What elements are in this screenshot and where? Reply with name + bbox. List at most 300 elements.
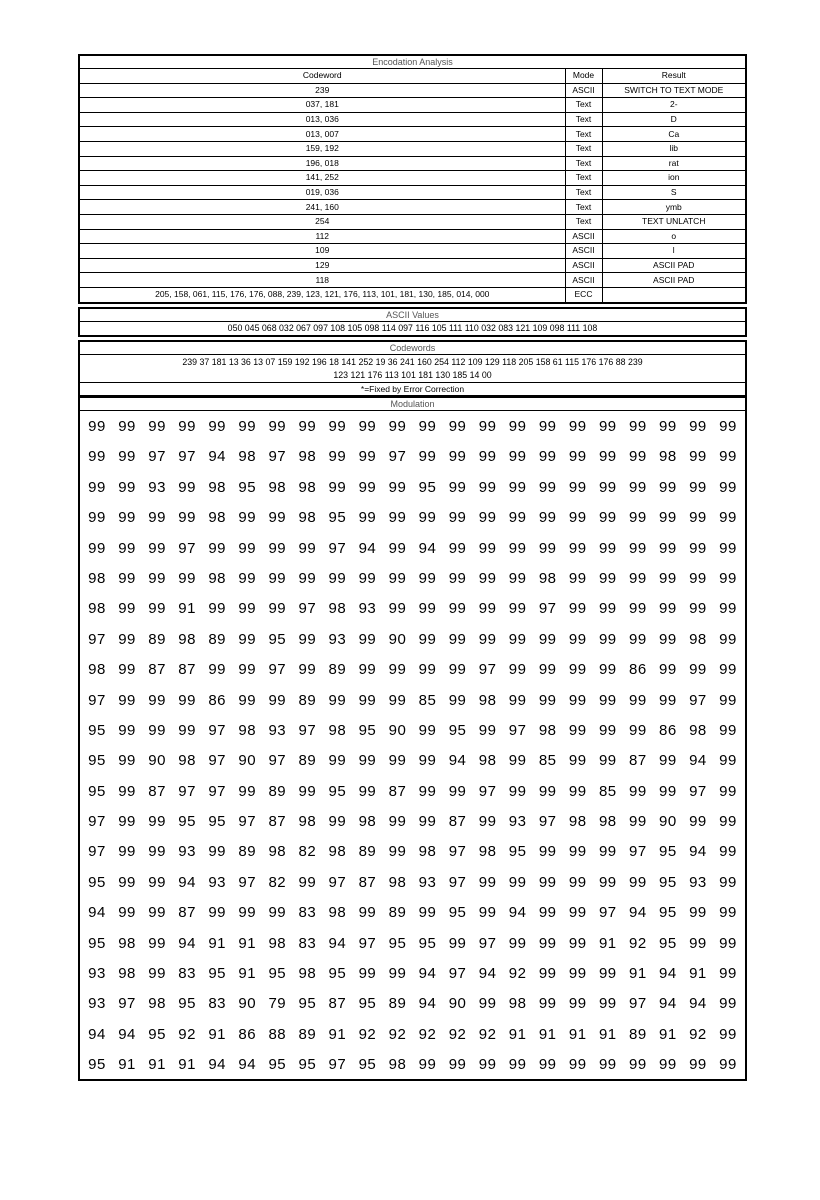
- modulation-cell: 99: [719, 904, 737, 922]
- codeword-cell: 254: [80, 214, 565, 229]
- modulation-cell: 94: [88, 1025, 106, 1043]
- modulation-cell: 91: [628, 965, 647, 983]
- modulation-cell: 83: [178, 965, 196, 983]
- mode-cell: ECC: [565, 287, 602, 301]
- modulation-cell: 99: [238, 782, 257, 800]
- encodation-table-body: [80, 83, 745, 301]
- modulation-cell: 99: [598, 843, 617, 861]
- modulation-cell: 99: [118, 813, 136, 831]
- modulation-cell: 99: [358, 752, 377, 770]
- modulation-cell: 99: [328, 752, 347, 770]
- modulation-cell: 94: [418, 539, 437, 557]
- modulation-cell: 94: [178, 934, 196, 952]
- modulation-cell: 97: [88, 630, 106, 648]
- modulation-cell: 94: [508, 904, 527, 922]
- codeword-cell: 118: [80, 273, 565, 288]
- modulation-cell: 95: [659, 934, 677, 952]
- modulation-cell: 99: [328, 418, 347, 435]
- modulation-cell: 83: [298, 934, 317, 952]
- modulation-cell: 99: [598, 418, 617, 435]
- modulation-cell: 98: [388, 873, 407, 891]
- modulation-cell: 99: [628, 478, 647, 496]
- modulation-cell: 99: [538, 418, 557, 435]
- result-cell: D: [602, 112, 745, 127]
- modulation-cell: 99: [689, 478, 707, 496]
- modulation-cell: 99: [719, 1025, 737, 1043]
- modulation-cell: 89: [388, 995, 407, 1013]
- modulation-cell: 98: [148, 995, 166, 1013]
- codewords-panel: [78, 340, 747, 397]
- modulation-cell: 87: [358, 873, 377, 891]
- modulation-cell: 99: [268, 418, 287, 435]
- encodation-row: [80, 141, 745, 156]
- ascii-values-panel: [78, 307, 747, 337]
- modulation-cell: 99: [719, 721, 737, 739]
- modulation-cell: 91: [238, 934, 257, 952]
- modulation-cell: 99: [418, 782, 437, 800]
- modulation-cell: 97: [448, 965, 467, 983]
- modulation-cell: 97: [178, 448, 196, 466]
- modulation-cell: 98: [298, 448, 317, 466]
- encodation-row: [80, 98, 745, 113]
- modulation-cell: 99: [448, 661, 467, 679]
- encodation-row: [80, 273, 745, 288]
- modulation-cell: 90: [388, 630, 407, 648]
- modulation-cell: 99: [88, 509, 106, 527]
- encodation-title: Encodation Analysis: [80, 56, 745, 69]
- modulation-cell: 99: [598, 569, 617, 587]
- modulation-cell: 98: [208, 478, 227, 496]
- modulation-cell: 98: [118, 965, 136, 983]
- modulation-cell: 99: [689, 904, 707, 922]
- modulation-cell: 99: [659, 418, 677, 435]
- modulation-cell: 95: [268, 1056, 287, 1074]
- modulation-cell: 99: [88, 478, 106, 496]
- modulation-cell: 98: [268, 843, 287, 861]
- encodation-row: [80, 258, 745, 273]
- modulation-cell: 99: [358, 569, 377, 587]
- modulation-cell: 95: [659, 873, 677, 891]
- modulation-cell: 99: [88, 539, 106, 557]
- modulation-cell: 99: [268, 569, 287, 587]
- modulation-cell: 99: [628, 600, 647, 618]
- codewords-line-1: 239 37 181 13 36 13 07 159 192 196 18 141 252 19 36 241 160 254 112 109 129 118 205 158 61 115 176 176 88 239: [182, 357, 643, 367]
- modulation-cell: 99: [328, 813, 347, 831]
- modulation-cell: 97: [478, 934, 497, 952]
- modulation-cell: 97: [358, 934, 377, 952]
- modulation-cell: 95: [88, 1056, 106, 1074]
- modulation-cell: 93: [358, 600, 377, 618]
- modulation-cell: 99: [598, 661, 617, 679]
- modulation-cell: 95: [659, 843, 677, 861]
- modulation-cell: 99: [418, 630, 437, 648]
- modulation-cell: 91: [659, 1025, 677, 1043]
- modulation-cell: 99: [88, 448, 106, 466]
- modulation-cell: 99: [568, 630, 587, 648]
- modulation-cell: 98: [178, 752, 196, 770]
- modulation-cell: 99: [478, 600, 497, 618]
- modulation-cell: 98: [598, 813, 617, 831]
- modulation-cell: 93: [508, 813, 527, 831]
- mode-cell: ASCII: [565, 229, 602, 244]
- result-header: Result: [602, 69, 745, 83]
- modulation-cell: 99: [148, 813, 166, 831]
- modulation-cell: 99: [628, 539, 647, 557]
- modulation-cell: 85: [418, 691, 437, 709]
- modulation-cell: 88: [268, 1025, 287, 1043]
- modulation-cell: 99: [238, 418, 257, 435]
- modulation-cell: 99: [448, 509, 467, 527]
- modulation-cell: 99: [298, 661, 317, 679]
- modulation-cell: 99: [659, 478, 677, 496]
- modulation-cell: 98: [538, 721, 557, 739]
- modulation-cell: 87: [388, 782, 407, 800]
- modulation-cell: 99: [448, 782, 467, 800]
- modulation-cell: 99: [689, 813, 707, 831]
- modulation-cell: 94: [88, 904, 106, 922]
- modulation-cell: 97: [118, 995, 136, 1013]
- modulation-cell: 99: [178, 691, 196, 709]
- modulation-cell: 99: [538, 843, 557, 861]
- modulation-cell: 94: [628, 904, 647, 922]
- modulation-cell: 99: [719, 418, 737, 435]
- codeword-cell: 205, 158, 061, 115, 176, 176, 088, 239, 123, 121, 176, 113, 101, 181, 130, 185, 014, 000: [80, 287, 565, 301]
- modulation-cell: 95: [268, 630, 287, 648]
- modulation-cell: 99: [568, 782, 587, 800]
- modulation-cell: 99: [118, 873, 136, 891]
- mode-cell: Text: [565, 214, 602, 229]
- encodation-row: [80, 127, 745, 142]
- modulation-cell: 99: [719, 995, 737, 1013]
- modulation-cell: 99: [478, 418, 497, 435]
- modulation-cell: 99: [508, 418, 527, 435]
- modulation-cell: 99: [478, 509, 497, 527]
- modulation-cell: 91: [118, 1056, 136, 1074]
- modulation-cell: 99: [208, 843, 227, 861]
- modulation-cell: 99: [598, 965, 617, 983]
- modulation-cell: 99: [719, 661, 737, 679]
- modulation-cell: 93: [178, 843, 196, 861]
- modulation-cell: 99: [538, 1056, 557, 1074]
- modulation-cell: 99: [719, 873, 737, 891]
- modulation-cell: 99: [418, 509, 437, 527]
- modulation-cell: 87: [628, 752, 647, 770]
- modulation-cell: 87: [448, 813, 467, 831]
- modulation-cell: 99: [148, 873, 166, 891]
- modulation-cell: 99: [388, 965, 407, 983]
- modulation-cell: 99: [238, 904, 257, 922]
- modulation-cell: 99: [598, 1056, 617, 1074]
- modulation-cell: 95: [88, 721, 106, 739]
- modulation-cell: 99: [689, 934, 707, 952]
- modulation-cell: 99: [568, 600, 587, 618]
- modulation-cell: 99: [328, 691, 347, 709]
- modulation-cell: 95: [388, 934, 407, 952]
- modulation-cell: 99: [568, 934, 587, 952]
- modulation-cell: 99: [388, 600, 407, 618]
- modulation-cell: 89: [628, 1025, 647, 1043]
- modulation-cell: 99: [238, 661, 257, 679]
- modulation-cell: 99: [118, 691, 136, 709]
- modulation-cell: 99: [689, 539, 707, 557]
- modulation-cell: 99: [508, 661, 527, 679]
- modulation-cell: 99: [478, 1056, 497, 1074]
- modulation-cell: 89: [388, 904, 407, 922]
- modulation-cell: 99: [118, 448, 136, 466]
- modulation-cell: 95: [178, 995, 196, 1013]
- modulation-cell: 97: [178, 782, 196, 800]
- modulation-cell: 99: [358, 630, 377, 648]
- modulation-cell: 97: [689, 782, 707, 800]
- modulation-cell: 99: [659, 661, 677, 679]
- modulation-cell: 94: [178, 873, 196, 891]
- modulation-cell: 99: [478, 904, 497, 922]
- modulation-cell: 92: [448, 1025, 467, 1043]
- modulation-cell: 99: [568, 418, 587, 435]
- modulation-cell: 99: [118, 478, 136, 496]
- modulation-cell: 97: [328, 539, 347, 557]
- modulation-cell: 98: [238, 448, 257, 466]
- modulation-cell: 99: [719, 509, 737, 527]
- modulation-cell: 99: [689, 569, 707, 587]
- modulation-cell: 99: [719, 600, 737, 618]
- modulation-cell: 99: [238, 509, 257, 527]
- modulation-cell: 99: [148, 965, 166, 983]
- modulation-cell: 98: [298, 509, 317, 527]
- modulation-cell: 89: [298, 691, 317, 709]
- modulation-cell: 97: [328, 873, 347, 891]
- modulation-cell: 99: [598, 600, 617, 618]
- modulation-cell: 99: [719, 539, 737, 557]
- modulation-cell: 99: [598, 752, 617, 770]
- modulation-cell: 99: [659, 1056, 677, 1074]
- modulation-cell: 99: [118, 843, 136, 861]
- modulation-cell: 99: [268, 691, 287, 709]
- modulation-cell: 99: [268, 539, 287, 557]
- modulation-cell: 95: [88, 873, 106, 891]
- modulation-cell: 94: [328, 934, 347, 952]
- modulation-cell: 99: [508, 691, 527, 709]
- modulation-cell: 99: [538, 934, 557, 952]
- modulation-cell: 99: [298, 873, 317, 891]
- modulation-cell: 97: [88, 813, 106, 831]
- mode-cell: Text: [565, 171, 602, 186]
- encodation-row: [80, 200, 745, 215]
- codeword-cell: 196, 018: [80, 156, 565, 171]
- modulation-cell: 95: [358, 995, 377, 1013]
- modulation-cell: 99: [538, 478, 557, 496]
- modulation-cell: 89: [148, 630, 166, 648]
- modulation-cell: 99: [628, 873, 647, 891]
- modulation-cell: 99: [388, 661, 407, 679]
- modulation-cell: 99: [689, 600, 707, 618]
- result-cell: [602, 287, 745, 301]
- modulation-cell: 99: [238, 569, 257, 587]
- modulation-cell: 99: [448, 569, 467, 587]
- modulation-cell: 99: [538, 448, 557, 466]
- modulation-cell: 94: [689, 843, 707, 861]
- modulation-cell: 95: [208, 965, 227, 983]
- modulation-cell: 99: [358, 661, 377, 679]
- modulation-cell: 99: [178, 569, 196, 587]
- modulation-cell: 83: [298, 904, 317, 922]
- modulation-cell: 82: [298, 843, 317, 861]
- modulation-cell: 99: [598, 691, 617, 709]
- encodation-row: [80, 229, 745, 244]
- modulation-cell: 99: [418, 661, 437, 679]
- modulation-cell: 99: [689, 1056, 707, 1074]
- modulation-cell: 99: [719, 843, 737, 861]
- modulation-cell: 99: [448, 1056, 467, 1074]
- modulation-cell: 99: [358, 965, 377, 983]
- modulation-cell: 99: [659, 782, 677, 800]
- modulation-cell: 99: [659, 539, 677, 557]
- modulation-cell: 99: [418, 418, 437, 435]
- codeword-cell: 013, 007: [80, 127, 565, 142]
- mode-cell: Text: [565, 200, 602, 215]
- mode-cell: ASCII: [565, 273, 602, 288]
- modulation-cell: 99: [568, 691, 587, 709]
- modulation-cell: 99: [689, 418, 707, 435]
- modulation-cell: 99: [568, 995, 587, 1013]
- modulation-cell: 99: [298, 569, 317, 587]
- modulation-cell: 93: [148, 478, 166, 496]
- modulation-cell: 99: [148, 509, 166, 527]
- modulation-cell: 99: [358, 478, 377, 496]
- modulation-cell: 99: [598, 630, 617, 648]
- modulation-cell: 99: [598, 873, 617, 891]
- encodation-header-row: [80, 69, 745, 83]
- modulation-cell: 99: [478, 813, 497, 831]
- modulation-cell: 99: [628, 782, 647, 800]
- ascii-values-title: ASCII Values: [80, 309, 745, 322]
- modulation-cell: 99: [628, 1056, 647, 1074]
- modulation-cell: 99: [719, 752, 737, 770]
- modulation-cell: 91: [598, 1025, 617, 1043]
- mode-cell: ASCII: [565, 244, 602, 259]
- modulation-cell: 99: [238, 539, 257, 557]
- modulation-cell: 90: [148, 752, 166, 770]
- modulation-cell: 99: [478, 569, 497, 587]
- modulation-cell: 99: [148, 539, 166, 557]
- codeword-cell: 112: [80, 229, 565, 244]
- modulation-cell: 99: [628, 418, 647, 435]
- modulation-cell: 99: [689, 661, 707, 679]
- modulation-cell: 87: [148, 661, 166, 679]
- modulation-cell: 89: [358, 843, 377, 861]
- modulation-cell: 95: [298, 995, 317, 1013]
- modulation-cell: 86: [238, 1025, 257, 1043]
- modulation-cell: 99: [148, 691, 166, 709]
- modulation-cell: 98: [689, 630, 707, 648]
- modulation-cell: 99: [568, 509, 587, 527]
- encodation-row: [80, 156, 745, 171]
- modulation-cell: 99: [388, 569, 407, 587]
- modulation-cell: 94: [659, 995, 677, 1013]
- encodation-row: [80, 83, 745, 98]
- modulation-cell: 99: [358, 418, 377, 435]
- modulation-cell: 93: [88, 965, 106, 983]
- modulation-cell: 93: [328, 630, 347, 648]
- modulation-cell: 99: [659, 600, 677, 618]
- mode-cell: Text: [565, 112, 602, 127]
- modulation-cell: 95: [358, 721, 377, 739]
- modulation-cell: 98: [659, 448, 677, 466]
- modulation-cell: 97: [238, 813, 257, 831]
- modulation-cell: 98: [328, 600, 347, 618]
- modulation-cell: 95: [88, 782, 106, 800]
- result-cell: S: [602, 185, 745, 200]
- modulation-cell: 94: [208, 448, 227, 466]
- modulation-cell: 98: [298, 965, 317, 983]
- modulation-cell: 99: [719, 782, 737, 800]
- codeword-header: Codeword: [80, 69, 565, 83]
- modulation-cell: 97: [508, 721, 527, 739]
- modulation-cell: 99: [448, 934, 467, 952]
- modulation-cell: 87: [328, 995, 347, 1013]
- modulation-cell: 99: [148, 934, 166, 952]
- modulation-cell: 99: [448, 630, 467, 648]
- modulation-cell: 99: [719, 813, 737, 831]
- modulation-cell: 91: [508, 1025, 527, 1043]
- result-cell: SWITCH TO TEXT MODE: [602, 83, 745, 98]
- modulation-cell: 99: [598, 448, 617, 466]
- modulation-cell: 97: [538, 813, 557, 831]
- modulation-cell: 97: [88, 691, 106, 709]
- modulation-cell: 99: [598, 995, 617, 1013]
- modulation-cell: 99: [208, 600, 227, 618]
- modulation-cell: 99: [448, 418, 467, 435]
- result-cell: Ca: [602, 127, 745, 142]
- modulation-panel: [78, 396, 747, 1081]
- modulation-cell: 99: [598, 509, 617, 527]
- modulation-cell: 94: [659, 965, 677, 983]
- modulation-cell: 99: [538, 661, 557, 679]
- modulation-cell: 94: [418, 965, 437, 983]
- modulation-cell: 90: [238, 752, 257, 770]
- mode-cell: Text: [565, 141, 602, 156]
- modulation-cell: 99: [719, 630, 737, 648]
- modulation-cell: 99: [148, 721, 166, 739]
- result-cell: ymb: [602, 200, 745, 215]
- modulation-cell: 99: [538, 630, 557, 648]
- codeword-cell: 037, 181: [80, 98, 565, 113]
- modulation-cell: 99: [508, 630, 527, 648]
- modulation-cell: 98: [568, 813, 587, 831]
- modulation-cell: 99: [388, 539, 407, 557]
- modulation-cell: 98: [358, 813, 377, 831]
- modulation-cell: 97: [268, 752, 287, 770]
- modulation-cell: 99: [568, 843, 587, 861]
- ascii-values-text: 050 045 068 032 067 097 108 105 098 114 097 116 105 111 110 032 083 121 109 098 111 108: [227, 323, 598, 333]
- result-cell: o: [602, 229, 745, 244]
- modulation-cell: 99: [538, 904, 557, 922]
- codewords-line-2: 123 121 176 113 101 181 130 185 14 00: [333, 369, 492, 380]
- modulation-cell: 94: [118, 1025, 136, 1043]
- modulation-cell: 97: [298, 721, 317, 739]
- mode-cell: Text: [565, 127, 602, 142]
- modulation-cell: 99: [508, 569, 527, 587]
- modulation-cell: 94: [238, 1056, 257, 1074]
- modulation-cell: 99: [508, 782, 527, 800]
- modulation-cell: 99: [388, 418, 407, 435]
- modulation-cell: 99: [689, 509, 707, 527]
- modulation-cell: 98: [118, 934, 136, 952]
- codeword-cell: 019, 036: [80, 185, 565, 200]
- modulation-cell: 98: [508, 995, 527, 1013]
- modulation-cell: 95: [148, 1025, 166, 1043]
- modulation-cell: 99: [118, 509, 136, 527]
